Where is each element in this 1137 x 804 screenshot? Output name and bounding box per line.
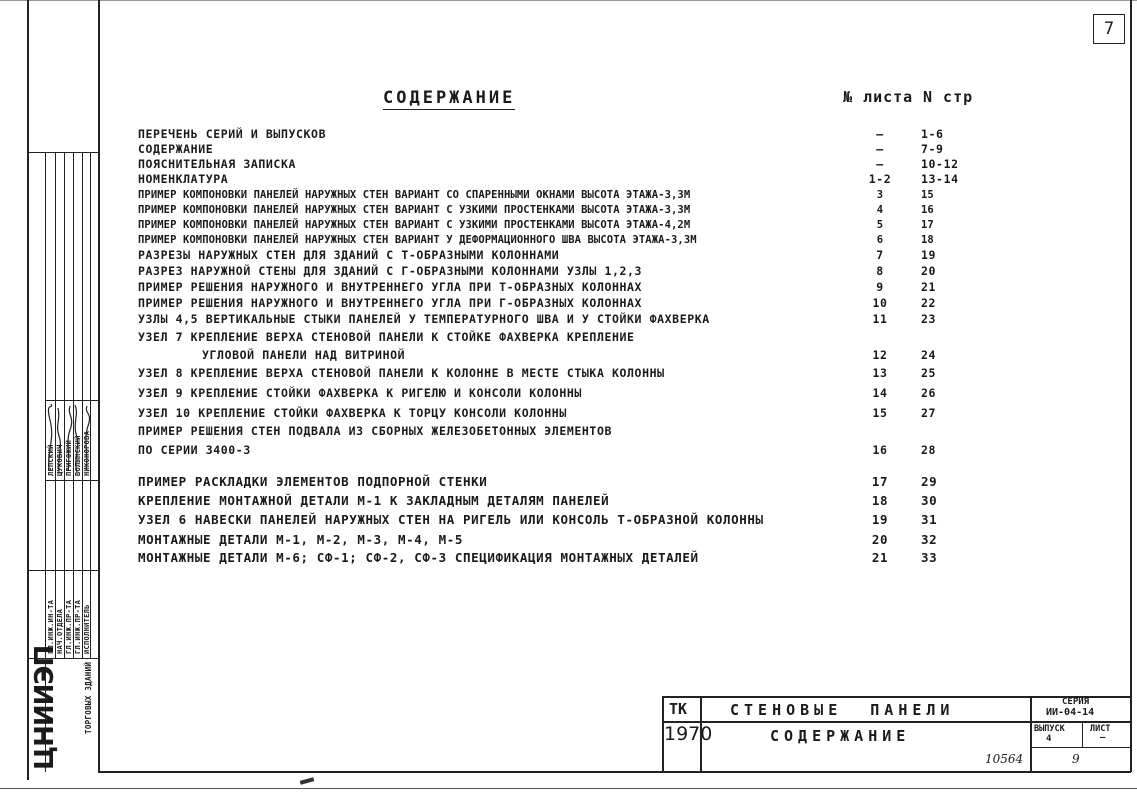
signatures-graphic (45, 400, 99, 480)
toc-row-sheet: 1-2 (868, 172, 892, 186)
toc-row-text: УЗЕЛ 7 КРЕПЛЕНИЕ ВЕРХА СТЕНОВОЙ ПАНЕЛИ К СТОЙКЕ ФАХВЕРКА КРЕПЛЕНИЕ (138, 330, 635, 344)
toc-title: СОДЕРЖАНИЕ (383, 88, 516, 108)
stamp-name: ПРИГОЖИЙ (65, 439, 73, 476)
toc-row (138, 474, 998, 489)
toc-row-page: 17 (921, 219, 934, 231)
archive-page: 9 (1072, 752, 1080, 766)
toc-row-sheet: 17 (871, 474, 889, 489)
column-header-sheet: № листа (843, 88, 914, 106)
sheet-number: 7 (1093, 14, 1125, 44)
toc-row-text: ПРИМЕР РЕШЕНИЯ НАРУЖНОГО И ВНУТРЕННЕГО УГЛА ПРИ Г-ОБРАЗНЫХ КОЛОННАХ (138, 296, 643, 310)
toc-row-sheet: 20 (871, 532, 889, 547)
series-label: СЕРИЯ (1062, 697, 1090, 707)
stamp-role: ГЛ.ИНЖ.ПР-ТА (65, 599, 73, 654)
stamp-role: ГЛ.ИНЖ.ИН-ТА (47, 599, 55, 654)
toc-row-sheet: 6 (876, 234, 884, 246)
toc-row (138, 366, 998, 381)
org-logo: ЦНИИЭП (30, 645, 60, 770)
toc-row-text: ПРИМЕР РЕШЕНИЯ СТЕН ПОДВАЛА ИЗ СБОРНЫХ ЖЕЛЕЗОБЕТОННЫХ ЭЛЕМЕНТОВ (138, 424, 612, 438)
toc-row-text: ПРИМЕР КОМПОНОВКИ ПАНЕЛЕЙ НАРУЖНЫХ СТЕН ВАРИАНТ У ДЕФОРМАЦИОННОГО ШВА ВЫСОТА ЭТАЖА-3,3М (138, 234, 697, 246)
toc-row-sheet: 12 (872, 348, 888, 362)
toc-row (138, 532, 998, 547)
title-block-year: 1970 (664, 723, 713, 745)
toc-row-sheet: — (876, 157, 884, 171)
toc-row (138, 443, 998, 458)
toc-row-page: 22 (921, 296, 937, 310)
toc-row (138, 550, 998, 565)
toc-row (138, 233, 998, 248)
toc-row (138, 203, 998, 218)
toc-row-page: 10-12 (921, 157, 959, 171)
toc-row-text: УЗЕЛ 10 КРЕПЛЕНИЕ СТОЙКИ ФАХВЕРКА К ТОРЦУ КОНСОЛИ КОЛОННЫ (138, 406, 567, 420)
toc-row-page: 7-9 (921, 142, 944, 156)
toc-row-sheet: 8 (876, 264, 884, 278)
toc-row-page: 26 (921, 386, 937, 400)
issue-value: 4 (1046, 734, 1052, 744)
scan-mark (300, 777, 315, 784)
stamp-role: ИСПОЛНИТЕЛЬ (83, 604, 91, 654)
toc-row-text: ПРИМЕР РАСКЛАДКИ ЭЛЕМЕНТОВ ПОДПОРНОЙ СТЕНКИ (138, 474, 488, 489)
toc-row (138, 188, 998, 203)
toc-row-text: УЗЕЛ 6 НАВЕСКИ ПАНЕЛЕЙ НАРУЖНЫХ СТЕН НА РИГЕЛЬ ИЛИ КОНСОЛЬ Т-ОБРАЗНОЙ КОЛОННЫ (138, 512, 764, 527)
stamp-name: ЛЕПСКИЙ (47, 444, 55, 476)
toc-row-sheet: 7 (876, 248, 884, 262)
title-block-subtitle: СОДЕРЖАНИЕ (770, 727, 911, 745)
toc-row-sheet: 18 (871, 493, 889, 508)
toc-row (138, 386, 998, 401)
toc-row-page: 20 (921, 264, 937, 278)
column-header-page: N стр (923, 88, 974, 106)
sheet-label: ЛИСТ (1090, 724, 1111, 734)
toc-row-page: 16 (921, 204, 934, 216)
toc-row-sheet: — (876, 127, 884, 141)
toc-row-page: 25 (921, 366, 937, 380)
toc-row-text: ПОЯСНИТЕЛЬНАЯ ЗАПИСКА (138, 157, 296, 171)
toc-row-sheet: 16 (872, 443, 888, 457)
toc-row-text: СОДЕРЖАНИЕ (138, 142, 214, 156)
toc-row-page: 15 (921, 189, 934, 201)
toc-row (138, 512, 998, 527)
toc-row (138, 348, 998, 363)
toc-row (138, 330, 998, 345)
toc-row-text: УЗЕЛ 8 КРЕПЛЕНИЕ ВЕРХА СТЕНОВОЙ ПАНЕЛИ К КОЛОННЕ В МЕСТЕ СТЫКА КОЛОННЫ (138, 366, 665, 380)
toc-row-page: 19 (921, 248, 937, 262)
toc-row-sheet: 14 (872, 386, 888, 400)
toc-row (138, 406, 998, 421)
issue-label: ВЫПУСК (1034, 724, 1065, 734)
toc-row-page: 31 (921, 512, 938, 527)
toc-row-page: 21 (921, 280, 937, 294)
toc-row-page: 32 (921, 532, 938, 547)
series-value: ИИ-04-14 (1046, 707, 1095, 718)
toc-row (138, 296, 998, 311)
toc-row-page: 23 (921, 312, 937, 326)
toc-row (138, 172, 998, 187)
toc-row-sheet: 10 (872, 296, 888, 310)
toc-row-sheet: 4 (876, 204, 884, 216)
toc-row-text: ПРИМЕР КОМПОНОВКИ ПАНЕЛЕЙ НАРУЖНЫХ СТЕН ВАРИАНТ СО СПАРЕННЫМИ ОКНАМИ ВЫСОТА ЭТАЖА-3,3М (138, 189, 691, 201)
toc-row-sheet: 15 (872, 406, 888, 420)
toc-row-sheet: 5 (876, 219, 884, 231)
stamp-name: НИКОНОРОВА (83, 430, 91, 476)
toc-row-page: 28 (921, 443, 937, 457)
toc-row-page: 13-14 (921, 172, 959, 186)
toc-row (138, 312, 998, 327)
toc-row (138, 248, 998, 263)
toc-row-page: 24 (921, 348, 937, 362)
toc-row-sheet: 3 (876, 189, 884, 201)
toc-row-text: ПО СЕРИИ 3400-3 (138, 443, 251, 457)
toc-row-sheet: 13 (872, 366, 888, 380)
toc-row-sheet: 21 (871, 550, 889, 565)
title-block-code: ТК (669, 700, 688, 718)
toc-row-text: РАЗРЕЗ НАРУЖНОЙ СТЕНЫ ДЛЯ ЗДАНИЙ С Г-ОБРАЗНЫМИ КОЛОННАМИ УЗЛЫ 1,2,3 (138, 264, 643, 278)
toc-row-page: 27 (921, 406, 937, 420)
toc-row (138, 264, 998, 279)
toc-row-sheet: 9 (876, 280, 884, 294)
toc-row-text: КРЕПЛЕНИЕ МОНТАЖНОЙ ДЕТАЛИ М-1 К ЗАКЛАДНЫМ ДЕТАЛЯМ ПАНЕЛЕЙ (138, 493, 610, 508)
toc-row (138, 493, 998, 508)
toc-row (138, 142, 998, 157)
toc-row-text: ПЕРЕЧЕНЬ СЕРИЙ И ВЫПУСКОВ (138, 127, 327, 141)
toc-row-text: УЗЛЫ 4,5 ВЕРТИКАЛЬНЫЕ СТЫКИ ПАНЕЛЕЙ У ТЕМПЕРАТУРНОГО ШВА И У СТОЙКИ ФАХВЕРКА (138, 312, 710, 326)
toc-row-page: 33 (921, 550, 938, 565)
toc-row-text: РАЗРЕЗЫ НАРУЖНЫХ СТЕН ДЛЯ ЗДАНИЙ С Т-ОБРАЗНЫМИ КОЛОННАМИ (138, 248, 560, 262)
toc-row-text: НОМЕНКЛАТУРА (138, 172, 229, 186)
toc-row (138, 127, 998, 142)
toc-row-page: 29 (921, 474, 938, 489)
toc-row-page: 1-6 (921, 127, 944, 141)
toc-row (138, 280, 998, 295)
toc-row-text: ПРИМЕР КОМПОНОВКИ ПАНЕЛЕЙ НАРУЖНЫХ СТЕН ВАРИАНТ С УЗКИМИ ПРОСТЕНКАМИ ВЫСОТА ЭТАЖА-4,2М (138, 219, 691, 231)
toc-row-text: МОНТАЖНЫЕ ДЕТАЛИ М-1, М-2, М-3, М-4, М-5 (138, 532, 464, 547)
toc-row (138, 424, 998, 439)
stamp-role: ГЛ.ИНЖ.ПР-ТА (74, 599, 82, 654)
toc-row-text: УЗЕЛ 9 КРЕПЛЕНИЕ СТОЙКИ ФАХВЕРКА К РИГЕЛЮ И КОНСОЛИ КОЛОННЫ (138, 386, 582, 400)
toc-row-page: 30 (921, 493, 938, 508)
toc-row-sheet: 11 (872, 312, 888, 326)
toc-row-text: УГЛОВОЙ ПАНЕЛИ НАД ВИТРИНОЙ (202, 348, 406, 362)
title-block-title: СТЕНОВЫЕ ПАНЕЛИ (730, 701, 955, 719)
toc-row (138, 157, 998, 172)
stamp-name: ВОЛЫНСКИЙ (74, 435, 82, 476)
toc-row-text: МОНТАЖНЫЕ ДЕТАЛИ М-6; СФ-1; СФ-2, СФ-3 СПЕЦИФИКАЦИЯ МОНТАЖНЫХ ДЕТАЛЕЙ (138, 550, 699, 565)
sheet-value: — (1100, 733, 1106, 743)
toc-row-page: 18 (921, 234, 934, 246)
toc-row-sheet: 19 (871, 512, 889, 527)
toc-row-text: ПРИМЕР КОМПОНОВКИ ПАНЕЛЕЙ НАРУЖНЫХ СТЕН ВАРИАНТ С УЗКИМИ ПРОСТЕНКАМИ ВЫСОТА ЭТАЖА-3,3М (138, 204, 691, 216)
stamp-name: ЩУКОВИЧ (56, 444, 64, 476)
archive-number: 10564 (985, 752, 1024, 766)
toc-row-text: ПРИМЕР РЕШЕНИЯ НАРУЖНОГО И ВНУТРЕННЕГО УГЛА ПРИ Т-ОБРАЗНЫХ КОЛОННАХ (138, 280, 643, 294)
toc-row (138, 218, 998, 233)
toc-row-sheet: — (876, 142, 884, 156)
stamp-role: НАЧ.ОТДЕЛА (56, 608, 64, 654)
org-subtitle: ТОРГОВЫХ ЗДАНИЙ (84, 661, 93, 734)
